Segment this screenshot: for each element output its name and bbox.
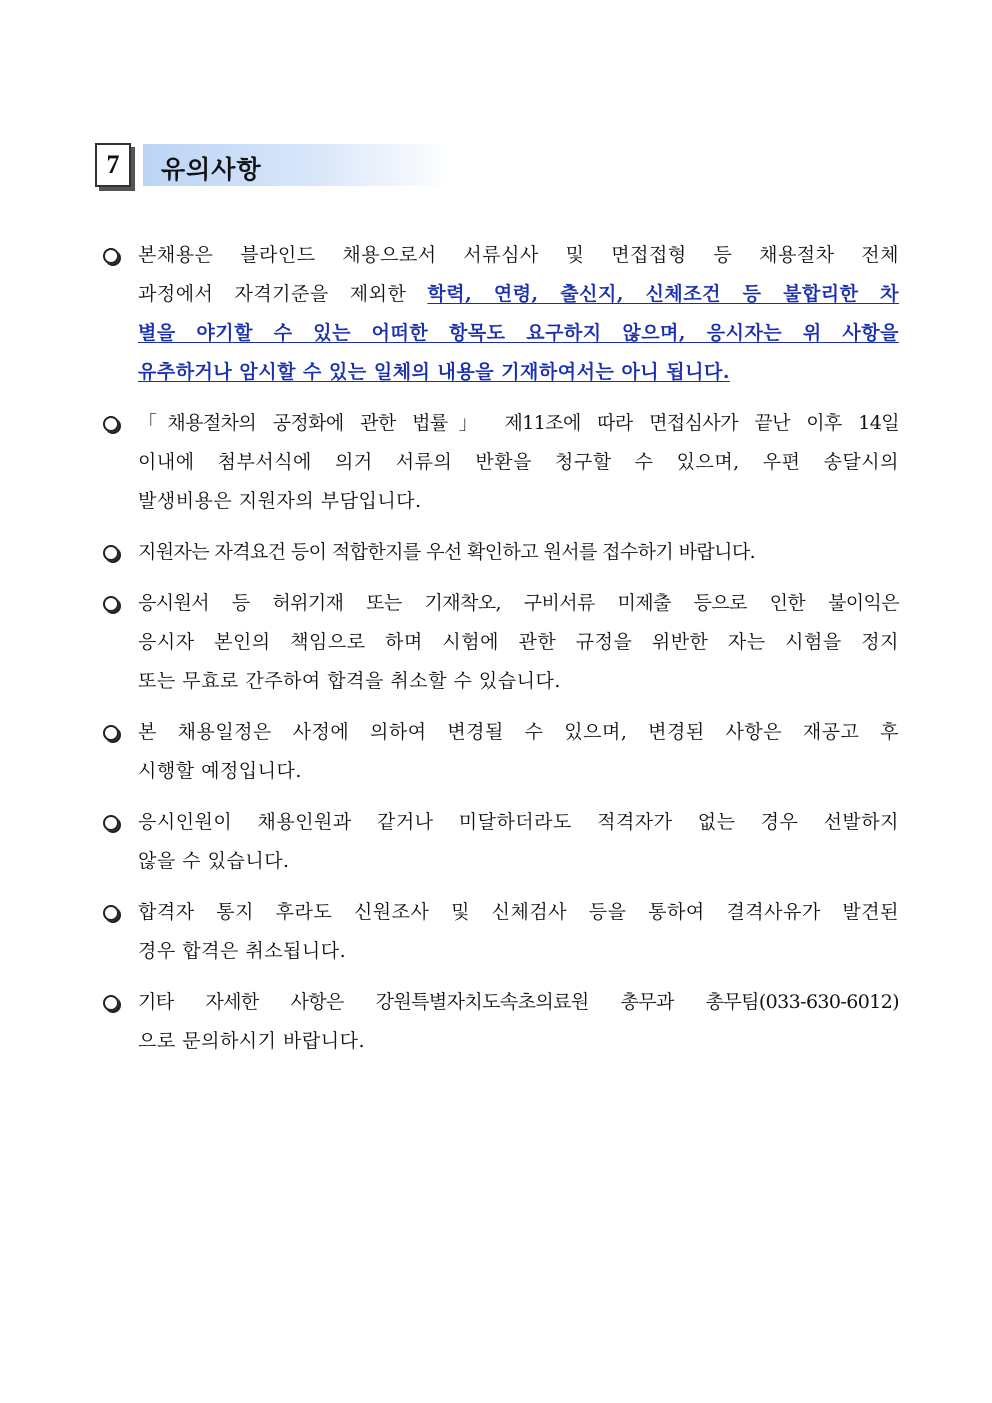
- note-line: [138, 932, 899, 971]
- note-line: [138, 275, 899, 314]
- circle-bullet-icon: [103, 545, 119, 561]
- note-line: [138, 533, 899, 572]
- note-item: [103, 893, 899, 971]
- note-line: [138, 983, 899, 1022]
- note-line: [138, 404, 899, 443]
- note-text: 「채용절차의 공정화에 관한 법률」 제11조에 따라 면접심사가 끝난 이후 14일: [138, 412, 899, 434]
- section-header: [95, 143, 455, 189]
- note-line: [138, 314, 899, 353]
- note-highlight-text: 유추하거나 암시할 수 있는 일체의 내용을 기재하여서는 아니 됩니다.: [138, 361, 730, 383]
- note-highlight-text: 학력, 연령, 출신지, 신체조건 등 불합리한 차: [427, 283, 899, 305]
- note-item: [103, 236, 899, 392]
- section-title: 유의사항: [161, 155, 262, 184]
- note-item: [103, 404, 899, 521]
- note-line: [138, 752, 899, 791]
- note-text: 본 채용일정은 사정에 의하여 변경될 수 있으며, 변경된 사항은 재공고 후: [138, 721, 899, 743]
- note-text: 않을 수 있습니다.: [138, 850, 290, 872]
- note-line: [138, 443, 899, 482]
- note-text: 응시자 본인의 책임으로 하며 시험에 관한 규정을 위반한 자는 시험을 정지: [138, 631, 899, 653]
- note-item: [103, 584, 899, 701]
- note-line: [138, 353, 899, 392]
- note-text: 응시원서 등 허위기재 또는 기재착오, 구비서류 미제출 등으로 인한 불이익은: [138, 592, 899, 614]
- note-text: 응시인원이 채용인원과 같거나 미달하더라도 적격자가 없는 경우 선발하지: [138, 811, 899, 833]
- note-highlight-text: 별을 야기할 수 있는 어떠한 항목도 요구하지 않으며, 응시자는 위 사항을: [138, 322, 899, 344]
- note-line: [138, 584, 899, 623]
- circle-bullet-icon: [103, 905, 119, 921]
- note-text: 합격자 통지 후라도 신원조사 및 신체검사 등을 통하여 결격사유가 발견된: [138, 901, 899, 923]
- note-text: 으로 문의하시기 바랍니다.: [138, 1030, 366, 1052]
- note-text: 과정에서 자격기준을 제외한: [138, 283, 428, 305]
- circle-bullet-icon: [103, 815, 119, 831]
- note-text: 발생비용은 지원자의 부담입니다.: [138, 490, 422, 512]
- note-text: 지원자는 자격요건 등이 적합한지를 우선 확인하고 원서를 접수하기 바랍니다.: [138, 541, 756, 563]
- note-item: [103, 533, 899, 572]
- note-line: [138, 623, 899, 662]
- note-item: [103, 803, 899, 881]
- note-item: [103, 983, 899, 1061]
- circle-bullet-icon: [103, 596, 119, 612]
- circle-bullet-icon: [103, 248, 119, 264]
- note-line: [138, 482, 899, 521]
- note-line: [138, 236, 899, 275]
- section-title-bar: [143, 144, 453, 186]
- note-line: [138, 713, 899, 752]
- note-line: [138, 893, 899, 932]
- note-item: [103, 713, 899, 791]
- note-line: [138, 803, 899, 842]
- note-text: 이내에 첨부서식에 의거 서류의 반환을 청구할 수 있으며, 우편 송달시의: [138, 451, 899, 473]
- note-line: [138, 842, 899, 881]
- note-line: [138, 662, 899, 701]
- note-line: [138, 1022, 899, 1061]
- note-text: 시행할 예정입니다.: [138, 760, 302, 782]
- circle-bullet-icon: [103, 416, 119, 432]
- notes-list: [103, 236, 899, 1073]
- circle-bullet-icon: [103, 995, 119, 1011]
- section-number: 7: [95, 143, 131, 187]
- note-text: 또는 무효로 간주하여 합격을 취소할 수 있습니다.: [138, 670, 561, 692]
- note-text: 기타 자세한 사항은 강원특별자치도속초의료원 총무과 총무팀(033-630-6012): [138, 991, 899, 1013]
- circle-bullet-icon: [103, 725, 119, 741]
- note-text: 경우 합격은 취소됩니다.: [138, 940, 347, 962]
- note-text: 본채용은 블라인드 채용으로서 서류심사 및 면접접형 등 채용절차 전체: [138, 244, 899, 266]
